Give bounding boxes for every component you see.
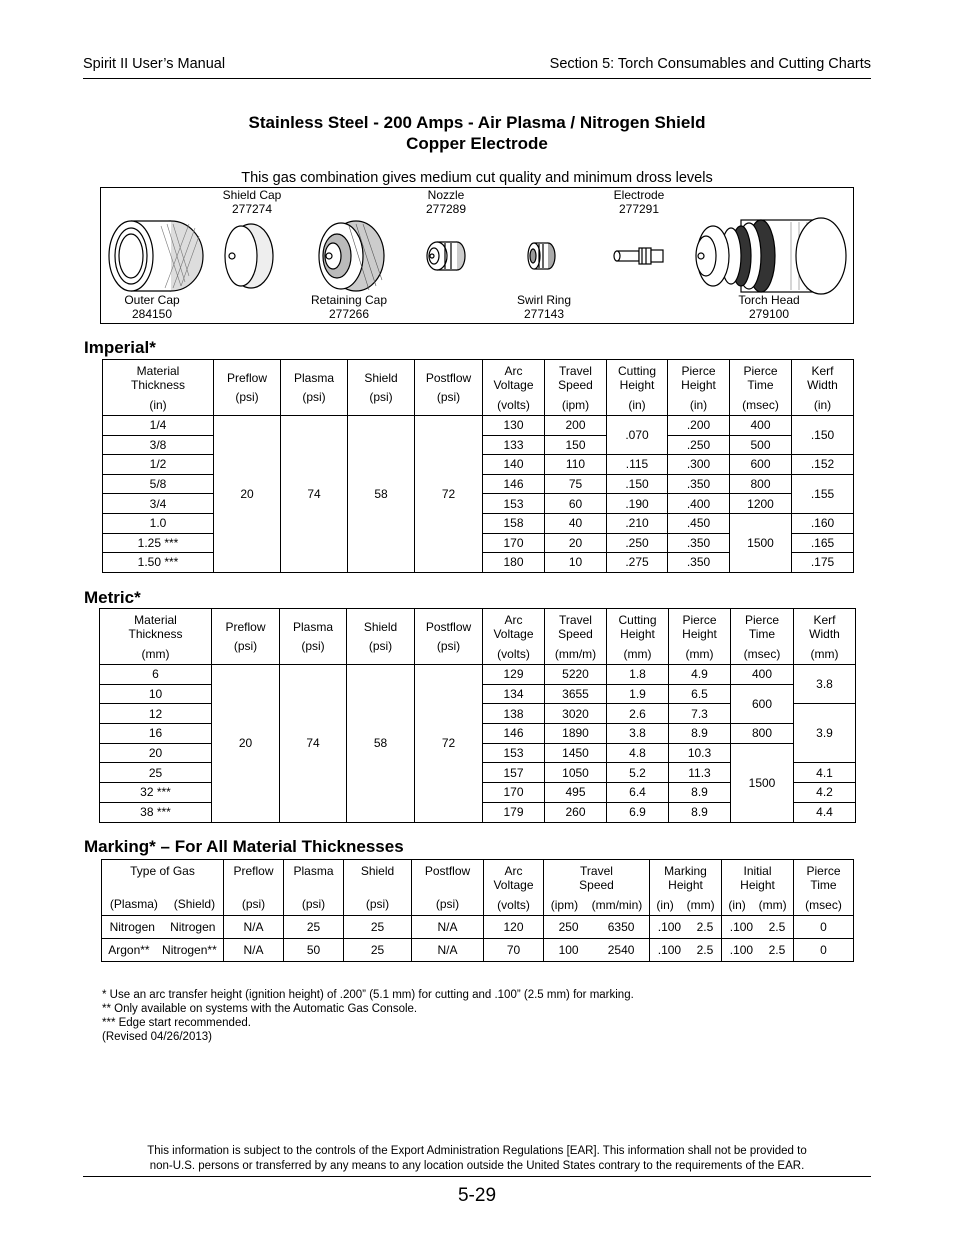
- table-cell: .070: [607, 416, 668, 455]
- col-header: Travel Speed (ipm): [545, 360, 607, 416]
- table-cell: 3.9: [794, 704, 856, 763]
- outer-cap-label: Outer Cap 284150: [124, 293, 180, 321]
- table-cell: 60: [545, 494, 607, 514]
- table-row: [100, 665, 856, 685]
- table-cell: .152: [792, 455, 854, 475]
- page-header: [83, 56, 871, 79]
- table-cell: 129: [483, 665, 545, 685]
- col-header: Postflow (psi): [415, 609, 483, 665]
- table-cell: 74: [281, 416, 348, 573]
- col-header: Preflow (psi): [224, 860, 284, 916]
- table-cell: 1.0: [103, 513, 214, 533]
- table-cell: .155: [792, 474, 854, 513]
- table-cell: 70: [484, 939, 544, 962]
- table-cell: .100 2.5: [650, 916, 722, 939]
- table-cell: 800: [731, 724, 794, 744]
- table-cell: 25: [284, 916, 344, 939]
- table-cell: .350: [668, 474, 730, 494]
- footnotes: [102, 988, 634, 1044]
- table-cell: Nitrogen Nitrogen: [102, 916, 224, 939]
- table-cell: 3655: [545, 684, 607, 704]
- shield-cap-image: [225, 224, 273, 288]
- col-header: Marking Height (in) (mm): [650, 860, 722, 916]
- footnote: * Use an arc transfer height (ignition height) of .200” (5.1 mm) for cutting and .100” (2.5 mm) for marking.: [102, 989, 634, 1001]
- table-cell: 0: [794, 939, 854, 962]
- metric-heading: Metric*: [84, 588, 141, 607]
- table-cell: 25: [100, 763, 212, 783]
- table-cell: 6: [100, 665, 212, 685]
- revision-date: (Revised 04/26/2013): [102, 1031, 212, 1043]
- footnote: ** Only available on systems with the Automatic Gas Console.: [102, 1003, 418, 1015]
- table-cell: 400: [731, 665, 794, 685]
- table-cell: 133: [483, 435, 545, 455]
- manual-title: Spirit II User’s Manual: [83, 56, 226, 72]
- table-row: [102, 939, 854, 962]
- table-cell: 157: [483, 763, 545, 783]
- table-cell: 20: [214, 416, 281, 573]
- table-cell: 100 2540: [544, 939, 650, 962]
- table-cell: .100 2.5: [722, 939, 794, 962]
- table-cell: 800: [730, 474, 792, 494]
- col-header: Shield (psi): [344, 860, 412, 916]
- col-header: Kerf Width (mm): [794, 609, 856, 665]
- table-cell: .100 2.5: [650, 939, 722, 962]
- electrode-label: Electrode 277291: [613, 188, 665, 216]
- col-header: Cutting Height (mm): [607, 609, 669, 665]
- chart-title: Stainless Steel - 200 Amps - Air Plasma / Nitrogen Shield: [248, 113, 706, 132]
- marking-table: [101, 859, 854, 962]
- table-cell: 8.9: [669, 724, 731, 744]
- table-cell: 1450: [545, 743, 607, 763]
- table-cell: .350: [668, 553, 730, 573]
- table-cell: 5.2: [607, 763, 669, 783]
- table-cell: 72: [415, 665, 483, 823]
- table-cell: 3/8: [103, 435, 214, 455]
- nozzle-image: [427, 242, 465, 270]
- section-title: Section 5: Torch Consumables and Cutting Charts: [549, 56, 871, 72]
- table-cell: 600: [730, 455, 792, 475]
- table-cell: 3/4: [103, 494, 214, 514]
- col-header: Preflow (psi): [214, 360, 281, 416]
- footnote: *** Edge start recommended.: [102, 1017, 251, 1029]
- table-cell: 10: [100, 684, 212, 704]
- table-cell: 1/4: [103, 416, 214, 436]
- col-header: Pierce Height (mm): [669, 609, 731, 665]
- table-cell: 10: [545, 553, 607, 573]
- swirl-ring-image: [528, 243, 555, 269]
- col-header: Postflow (psi): [415, 360, 483, 416]
- table-cell: 75: [545, 474, 607, 494]
- table-cell: 146: [483, 474, 545, 494]
- imperial-heading: Imperial*: [84, 338, 156, 357]
- table-cell: .175: [792, 553, 854, 573]
- table-cell: 20: [212, 665, 280, 823]
- table-cell: .100 2.5: [722, 916, 794, 939]
- table-cell: .300: [668, 455, 730, 475]
- table-cell: 6.4: [607, 783, 669, 803]
- table-cell: 180: [483, 553, 545, 573]
- table-cell: 4.9: [669, 665, 731, 685]
- table-cell: .450: [668, 513, 730, 533]
- retaining-cap-label: Retaining Cap 277266: [310, 293, 388, 321]
- table-cell: .190: [607, 494, 668, 514]
- col-header: Travel Speed (mm/m): [545, 609, 607, 665]
- col-header: Pierce Time (msec): [731, 609, 794, 665]
- table-cell: 179: [483, 802, 545, 822]
- nozzle-label: Nozzle 277289: [425, 188, 467, 216]
- table-cell: 120: [484, 916, 544, 939]
- table-cell: 5220: [545, 665, 607, 685]
- col-header: Plasma (psi): [281, 360, 348, 416]
- col-header: Preflow (psi): [212, 609, 280, 665]
- table-cell: 16: [100, 724, 212, 744]
- table-row: [103, 416, 854, 436]
- table-cell: 146: [483, 724, 545, 744]
- col-header: Material Thickness (in): [103, 360, 214, 416]
- table-cell: 3020: [545, 704, 607, 724]
- table-cell: .400: [668, 494, 730, 514]
- table-cell: 1050: [545, 763, 607, 783]
- table-cell: 11.3: [669, 763, 731, 783]
- table-cell: 12: [100, 704, 212, 724]
- col-header: Kerf Width (in): [792, 360, 854, 416]
- table-cell: 8.9: [669, 802, 731, 822]
- table-cell: 2.6: [607, 704, 669, 724]
- table-cell: 4.4: [794, 802, 856, 822]
- table-cell: 20: [100, 743, 212, 763]
- table-cell: 140: [483, 455, 545, 475]
- table-cell: 3.8: [607, 724, 669, 744]
- col-header: Shield (psi): [348, 360, 415, 416]
- table-cell: 72: [415, 416, 483, 573]
- table-cell: 10.3: [669, 743, 731, 763]
- chart-subtitle: Copper Electrode: [406, 134, 548, 153]
- table-cell: 38 ***: [100, 802, 212, 822]
- table-cell: 400: [730, 416, 792, 436]
- col-header: Pierce Time (msec): [730, 360, 792, 416]
- col-header: Arc Voltage (volts): [484, 860, 544, 916]
- table-cell: 4.8: [607, 743, 669, 763]
- table-cell: 153: [483, 494, 545, 514]
- table-cell: N/A: [412, 939, 484, 962]
- table-cell: 150: [545, 435, 607, 455]
- table-cell: 1500: [731, 743, 794, 822]
- table-cell: 1200: [730, 494, 792, 514]
- table-cell: 138: [483, 704, 545, 724]
- metric-table: [99, 608, 856, 823]
- table-cell: 7.3: [669, 704, 731, 724]
- table-cell: 74: [280, 665, 347, 823]
- table-cell: 25: [344, 916, 412, 939]
- table-cell: .150: [792, 416, 854, 455]
- col-header: Material Thickness (mm): [100, 609, 212, 665]
- table-cell: .115: [607, 455, 668, 475]
- table-cell: 4.2: [794, 783, 856, 803]
- col-header: Travel Speed (ipm) (mm/min): [544, 860, 650, 916]
- table-cell: 158: [483, 513, 545, 533]
- table-cell: 0: [794, 916, 854, 939]
- table-cell: 170: [483, 533, 545, 553]
- table-cell: .165: [792, 533, 854, 553]
- table-cell: 170: [483, 783, 545, 803]
- page-number: 5-29: [457, 1185, 497, 1206]
- marking-header-row: [102, 860, 854, 916]
- table-cell: .150: [607, 474, 668, 494]
- col-header: Shield (psi): [347, 609, 415, 665]
- table-cell: 6.9: [607, 802, 669, 822]
- table-cell: .200: [668, 416, 730, 436]
- torch-head-label: Torch Head 279100: [738, 293, 800, 321]
- torch-head-image: [696, 218, 846, 294]
- table-cell: 495: [545, 783, 607, 803]
- col-header: Postflow (psi): [412, 860, 484, 916]
- table-cell: 25: [344, 939, 412, 962]
- table-cell: 58: [347, 665, 415, 823]
- ear-notice: This information is subject to the controls of the Export Administration Regulations [EAR]. This information shall not be provided to non-U.S. persons or transferred by any means to any location outside the United States contrary to the requirements of the EAR.: [83, 1144, 871, 1177]
- table-cell: 1.8: [607, 665, 669, 685]
- consumables-diagram: [100, 187, 854, 324]
- col-header: Plasma (psi): [280, 609, 347, 665]
- table-row: [102, 916, 854, 939]
- table-cell: N/A: [224, 939, 284, 962]
- table-cell: 134: [483, 684, 545, 704]
- col-header-type-of-gas: Type of Gas (Plasma) (Shield): [102, 860, 224, 916]
- retaining-cap-image: [319, 221, 384, 291]
- table-cell: 1.50 ***: [103, 553, 214, 573]
- col-header: Cutting Height (in): [607, 360, 668, 416]
- table-cell: 1500: [730, 513, 792, 572]
- col-header: Arc Voltage (volts): [483, 609, 545, 665]
- outer-cap-image: [109, 221, 203, 291]
- table-cell: 3.8: [794, 665, 856, 704]
- col-header: Pierce Height (in): [668, 360, 730, 416]
- table-cell: .250: [607, 533, 668, 553]
- table-cell: 1.25 ***: [103, 533, 214, 553]
- col-header: Pierce Time (msec): [794, 860, 854, 916]
- table-cell: N/A: [224, 916, 284, 939]
- table-cell: 1/2: [103, 455, 214, 475]
- electrode-image: [614, 248, 663, 264]
- table-cell: 58: [348, 416, 415, 573]
- shield-cap-label: Shield Cap 277274: [222, 188, 282, 216]
- table-cell: .275: [607, 553, 668, 573]
- table-cell: 50: [284, 939, 344, 962]
- table-cell: 4.1: [794, 763, 856, 783]
- table-cell: .250: [668, 435, 730, 455]
- imperial-table: [102, 359, 854, 573]
- table-cell: 600: [731, 684, 794, 723]
- gas-description: This gas combination gives medium cut quality and minimum dross levels: [241, 170, 713, 186]
- table-cell: 260: [545, 802, 607, 822]
- table-cell: 500: [730, 435, 792, 455]
- swirl-ring-label: Swirl Ring 277143: [516, 293, 572, 321]
- table-cell: Argon** Nitrogen**: [102, 939, 224, 962]
- table-cell: 1.9: [607, 684, 669, 704]
- table-cell: 153: [483, 743, 545, 763]
- table-cell: 6.5: [669, 684, 731, 704]
- table-cell: 250 6350: [544, 916, 650, 939]
- table-cell: 20: [545, 533, 607, 553]
- col-header: Arc Voltage (volts): [483, 360, 545, 416]
- marking-heading: Marking* – For All Material Thicknesses: [84, 837, 404, 856]
- metric-header-row: [100, 609, 856, 665]
- table-cell: 8.9: [669, 783, 731, 803]
- table-cell: 200: [545, 416, 607, 436]
- col-header: Initial Height (in) (mm): [722, 860, 794, 916]
- table-cell: 32 ***: [100, 783, 212, 803]
- table-cell: N/A: [412, 916, 484, 939]
- imperial-header-row: [103, 360, 854, 416]
- col-header: Plasma (psi): [284, 860, 344, 916]
- table-cell: 40: [545, 513, 607, 533]
- table-cell: .210: [607, 513, 668, 533]
- table-cell: 5/8: [103, 474, 214, 494]
- table-cell: 1890: [545, 724, 607, 744]
- table-cell: 130: [483, 416, 545, 436]
- table-cell: .350: [668, 533, 730, 553]
- table-cell: 110: [545, 455, 607, 475]
- table-cell: .160: [792, 513, 854, 533]
